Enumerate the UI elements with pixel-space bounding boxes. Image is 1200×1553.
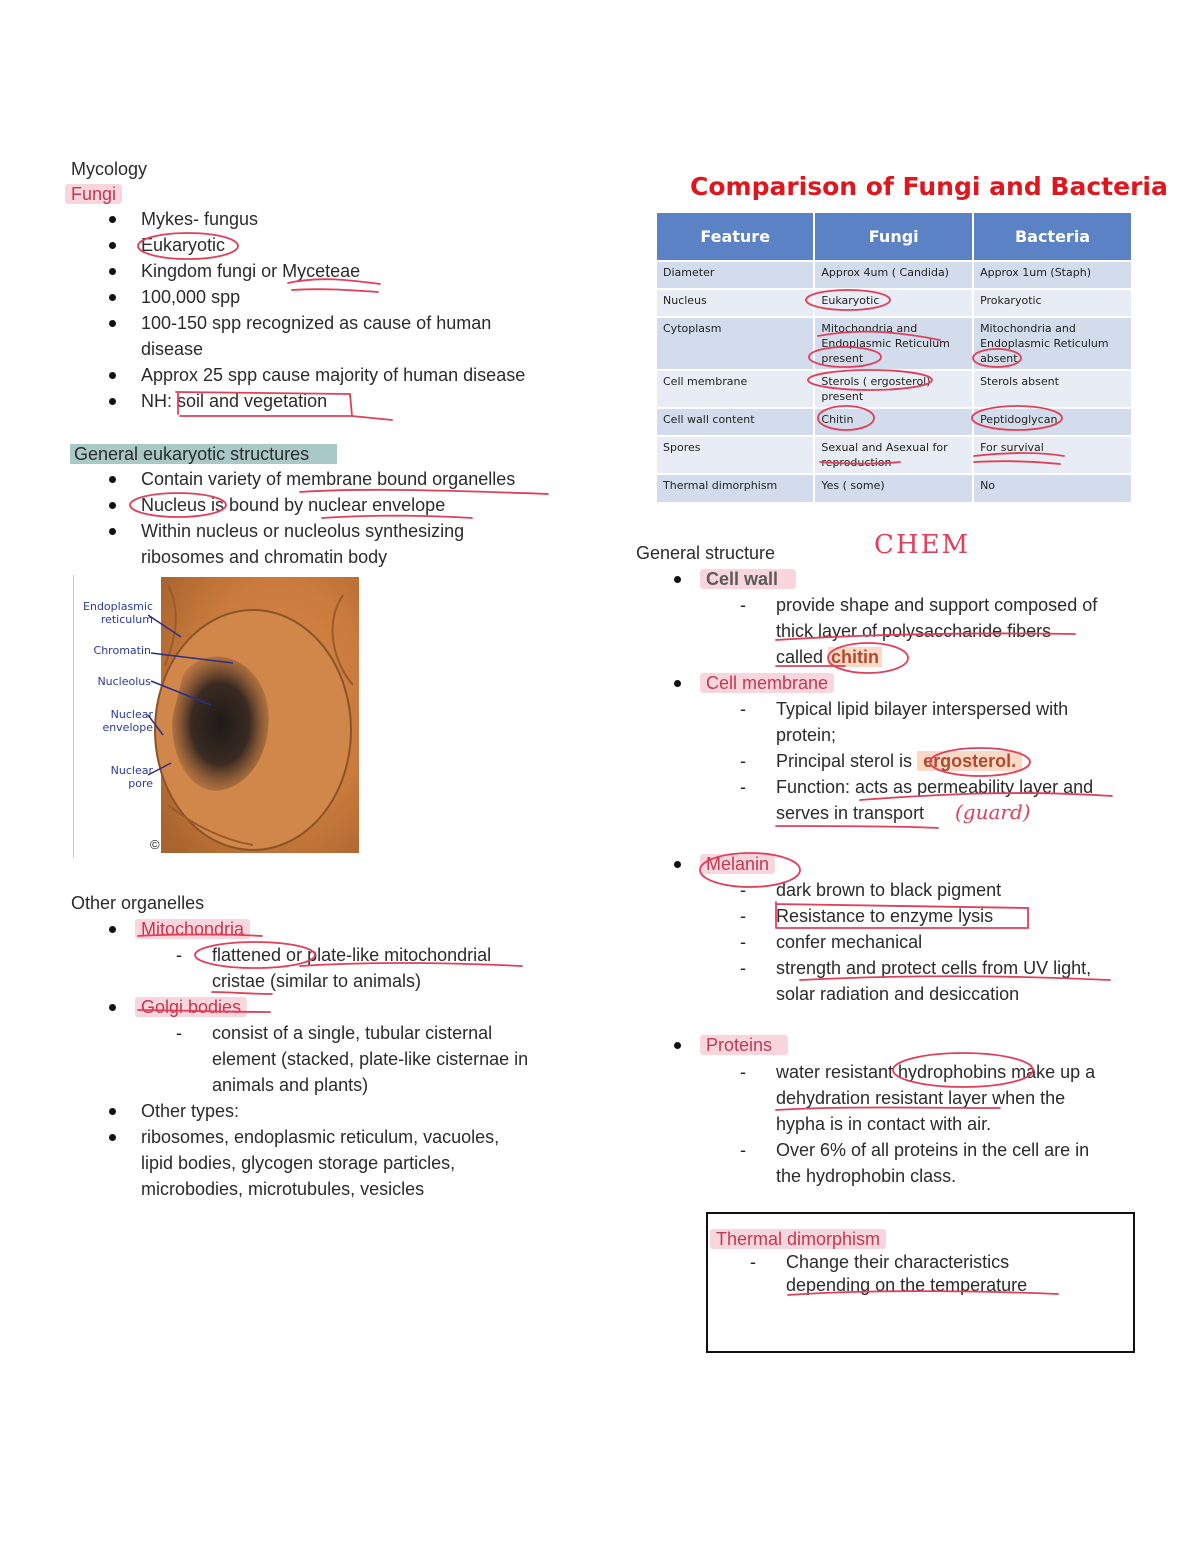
list-item-continuation: microbodies, microtubules, vesicles xyxy=(141,1179,425,1199)
table-cell: Cell wall content xyxy=(657,408,814,436)
proteins-label xyxy=(700,1032,788,1058)
bullet-icon xyxy=(109,1108,116,1115)
page-title: Mycology xyxy=(71,159,148,179)
dash-icon: - xyxy=(740,958,746,978)
dash-icon: - xyxy=(740,595,746,615)
table-cell: Cell membrane xyxy=(657,370,814,408)
cell-wall-label xyxy=(700,566,796,592)
list-item: confer mechanical xyxy=(776,932,923,952)
bullet-icon xyxy=(109,398,116,405)
table-header-cell: Feature xyxy=(657,213,814,261)
bullet-icon xyxy=(109,502,116,509)
table-title: Comparison of Fungi and Bacteria xyxy=(690,172,1168,201)
bullet-icon xyxy=(109,320,116,327)
label-line: envelope xyxy=(102,721,153,734)
list-item-continuation: disease xyxy=(141,339,204,359)
list-item-continuation: the hydrophobin class. xyxy=(776,1166,957,1186)
table-cell: Yes ( some) xyxy=(814,474,973,502)
nucleus-micrograph xyxy=(73,575,360,858)
table-cell: Chitin xyxy=(814,408,973,436)
table-header-cell: Bacteria xyxy=(973,213,1132,261)
table-cell: For survival xyxy=(973,436,1132,474)
list-item xyxy=(776,748,1022,774)
bullet-icon xyxy=(109,294,116,301)
table-header-cell: Fungi xyxy=(814,213,973,261)
table-cell: Diameter xyxy=(657,261,814,289)
list-item-continuation: element (stacked, plate-like cisternae in xyxy=(212,1049,529,1069)
list-item-continuation xyxy=(776,644,882,670)
list-item-continuation: animals and plants) xyxy=(212,1075,369,1095)
list-item: consist of a single, tubular cisternal xyxy=(212,1023,493,1043)
sterol-text: Principal sterol is xyxy=(776,751,913,771)
golgi-label xyxy=(135,994,247,1020)
bullet-icon xyxy=(674,861,681,868)
eukaryotic-heading xyxy=(70,441,337,467)
table-cell: Mitochondria and Endoplasmic Reticulum present xyxy=(814,317,973,370)
bullet-icon xyxy=(109,372,116,379)
table-cell: Sexual and Asexual for reproduction xyxy=(814,436,973,474)
label-line: Nuclear xyxy=(110,764,153,777)
label-line: pore xyxy=(128,777,153,790)
table-cell: Nucleus xyxy=(657,289,814,317)
table-row xyxy=(657,317,1132,370)
dash-icon: - xyxy=(740,1140,746,1160)
list-item: Other types: xyxy=(141,1101,240,1121)
comparison-table xyxy=(657,213,1133,502)
list-item-continuation: thick layer of polysaccharide fibers xyxy=(776,621,1052,641)
list-item: flattened or plate-like mitochondrial xyxy=(212,945,492,965)
list-item: Typical lipid bilayer interspersed with xyxy=(776,699,1069,719)
bullet-icon xyxy=(109,216,116,223)
list-item: Within nucleus or nucleolus synthesizing xyxy=(141,521,465,541)
list-item: 100-150 spp recognized as cause of human xyxy=(141,313,492,333)
label-endoplasmic-reticulum xyxy=(81,600,153,626)
table-cell: Thermal dimorphism xyxy=(657,474,814,502)
label-nucleolus: Nucleolus xyxy=(97,675,151,688)
cell-membrane-label xyxy=(700,670,834,696)
label-line: Endoplasmic xyxy=(83,600,153,613)
cell-membrane-label-text: Cell membrane xyxy=(700,673,834,693)
list-item-continuation: protein; xyxy=(776,725,837,745)
bullet-icon xyxy=(674,576,681,583)
bullet-icon xyxy=(109,242,116,249)
list-item-continuation: hypha is in contact with air. xyxy=(776,1114,992,1134)
proteins-label-text: Proteins xyxy=(700,1035,788,1055)
list-item: provide shape and support composed of xyxy=(776,595,1098,615)
bullet-icon xyxy=(109,1134,116,1141)
table-cell: Sterols ( ergosterol) present xyxy=(814,370,973,408)
dash-icon: - xyxy=(740,751,746,771)
bullet-icon xyxy=(109,926,116,933)
list-item: Approx 25 spp cause majority of human disease xyxy=(141,365,526,385)
copyright-mark: © xyxy=(150,837,160,852)
cell-wall-label-text: Cell wall xyxy=(700,569,796,589)
list-item: Contain variety of membrane bound organelles xyxy=(141,469,516,489)
eukaryotic-heading-text: General eukaryotic structures xyxy=(70,444,337,464)
list-item-continuation: solar radiation and desiccation xyxy=(776,984,1020,1004)
bullet-icon xyxy=(109,476,116,483)
table-cell: No xyxy=(973,474,1132,502)
list-item: Over 6% of all proteins in the cell are in xyxy=(776,1140,1090,1160)
chitin-term: chitin xyxy=(828,647,882,667)
fungi-heading xyxy=(65,181,122,207)
dash-icon: - xyxy=(176,945,182,965)
ergosterol-term: ergosterol. xyxy=(917,751,1022,771)
table-cell: Spores xyxy=(657,436,814,474)
list-item-continuation: depending on the temperature xyxy=(786,1275,1028,1295)
dash-icon: - xyxy=(740,906,746,926)
list-item: Nucleus is bound by nuclear envelope xyxy=(141,495,446,515)
table-cell: Sterols absent xyxy=(973,370,1132,408)
list-item-continuation: ribosomes and chromatin body xyxy=(141,547,388,567)
list-item: water resistant hydrophobins make up a xyxy=(776,1062,1096,1082)
list-item: NH: soil and vegetation xyxy=(141,391,328,411)
melanin-label xyxy=(700,851,775,877)
dash-icon: - xyxy=(740,777,746,797)
dash-icon: - xyxy=(176,1023,182,1043)
table-row xyxy=(657,408,1132,436)
table-cell: Approx 4um ( Candida) xyxy=(814,261,973,289)
thermal-dimorphism-label-text: Thermal dimorphism xyxy=(710,1229,886,1249)
table-cell: Peptidoglycan xyxy=(973,408,1132,436)
label-line: reticulum xyxy=(100,613,153,626)
mitochondria-label-text: Mitochondria xyxy=(135,919,250,939)
label-nuclear-pore xyxy=(81,764,153,790)
label-chromatin: Chromatin xyxy=(93,644,151,657)
list-item: dark brown to black pigment xyxy=(776,880,1002,900)
bullet-icon xyxy=(109,268,116,275)
list-item: 100,000 spp xyxy=(141,287,241,307)
table-row xyxy=(657,289,1132,317)
bullet-icon xyxy=(674,1042,681,1049)
dash-icon: - xyxy=(740,932,746,952)
dash-icon: - xyxy=(750,1252,756,1272)
table-cell: Prokaryotic xyxy=(973,289,1132,317)
handwritten-note-chem: CHEM xyxy=(874,530,971,560)
label-nuclear-envelope xyxy=(81,708,153,734)
melanin-label-text: Melanin xyxy=(700,854,775,874)
fungi-heading-text: Fungi xyxy=(65,184,122,204)
general-structure-heading: General structure xyxy=(636,543,776,563)
table-row xyxy=(657,261,1132,289)
table-row xyxy=(657,474,1132,502)
list-item-continuation: lipid bodies, glycogen storage particles, xyxy=(141,1153,456,1173)
list-item: Mykes- fungus xyxy=(141,209,259,229)
mitochondria-label xyxy=(135,916,250,942)
table-row xyxy=(657,370,1132,408)
list-item: Resistance to enzyme lysis xyxy=(776,906,994,926)
table-header-row xyxy=(657,213,1132,261)
list-item: Kingdom fungi or Myceteae xyxy=(141,261,361,281)
handwritten-note-guard: (guard) xyxy=(955,800,1031,824)
bullet-icon xyxy=(109,528,116,535)
list-item: strength and protect cells from UV light, xyxy=(776,958,1092,978)
dash-icon: - xyxy=(740,1062,746,1082)
list-item-continuation: cristae (similar to animals) xyxy=(212,971,422,991)
bullet-icon xyxy=(109,1004,116,1011)
bullet-icon xyxy=(674,680,681,687)
golgi-label-text: Golgi bodies xyxy=(135,997,247,1017)
dash-icon: - xyxy=(740,880,746,900)
list-item: Change their characteristics xyxy=(786,1252,1010,1272)
called-text: called xyxy=(776,647,824,667)
dash-icon: - xyxy=(740,699,746,719)
table-cell: Cytoplasm xyxy=(657,317,814,370)
label-line: Nuclear xyxy=(110,708,153,721)
table-cell: Approx 1um (Staph) xyxy=(973,261,1132,289)
list-item: Function: acts as permeability layer and xyxy=(776,777,1094,797)
table-cell: Eukaryotic xyxy=(814,289,973,317)
list-item-continuation: dehydration resistant layer when the xyxy=(776,1088,1066,1108)
table-cell: Mitochondria and Endoplasmic Reticulum absent xyxy=(973,317,1132,370)
list-item: Eukaryotic xyxy=(141,235,226,255)
list-item-continuation: serves in transport xyxy=(776,803,925,823)
list-item: ribosomes, endoplasmic reticulum, vacuoles, xyxy=(141,1127,500,1147)
table-row xyxy=(657,436,1132,474)
other-organelles-heading: Other organelles xyxy=(71,893,205,913)
